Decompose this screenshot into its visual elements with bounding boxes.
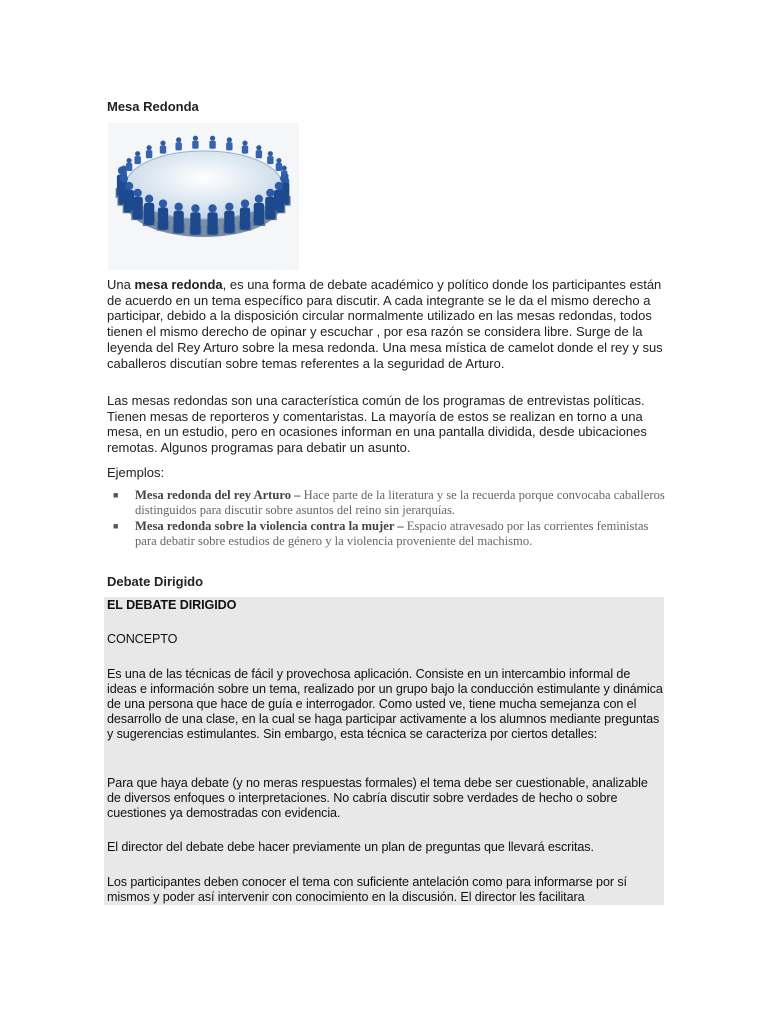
list-item-text (135, 488, 665, 518)
box-paragraph: Los participantes deben conocer el tema con suficiente antelación como para informarse por sí mismos y poder así intervenir con conocimiento en la discusión. El director les facilitara (107, 875, 627, 904)
definition-intro: Una (107, 277, 135, 292)
section-heading-mesa-redonda: Mesa Redonda (107, 99, 199, 114)
person-figure (276, 158, 282, 171)
person-figure (209, 136, 215, 149)
person-figure (256, 145, 262, 158)
examples-label: Ejemplos: (107, 465, 165, 480)
person-figure (146, 145, 152, 158)
list-item-body: Hace parte de la literatura y se la recuerda porque convocaba caballeros distinguidos para discutir sobre asuntos del reino sin jerarquías. (135, 488, 665, 517)
mesa-redonda-paragraph: Las mesas redondas son una característica común de los programas de entrevistas políticas. Tienen mesas de reporteros y comentaristas. La mayoría de estos se realizan en torno a una mesa, en un estudio, pero en ocasiones informan en una pantalla dividida, desde ubicaciones remotas. Algunos programas para debatir un asunto. (107, 393, 647, 456)
round-table-image (108, 123, 299, 270)
box-paragraph: Para que haya debate (y no meras respuestas formales) el tema debe ser cuestionable, analizable de diversos enfoques o interpretaciones. No cabría discutir sobre verdades de hecho o sobre cuestiones ya demostradas con evidencia. (107, 776, 648, 820)
square-bullet-icon: ■ (113, 521, 119, 531)
box-paragraph: Es una de las técnicas de fácil y provechosa aplicación. Consiste en un intercambio informal de ideas e información sobre un tema, realizado por un grupo bajo la conducción estimulante y dinámica de una persona que hace de guía e interrogador. Como usted ve, tiene mucha semejanza con el desarrollo de una clase, en la cual se haga participar activamente a los alumnos mediante preguntas y sugerencias estimulantes. Sin embargo, esta técnica se caracteriza por ciertos detalles: (107, 667, 663, 741)
definition-body: , es una forma de debate académico y político donde los participantes están de acuerdo en un tema específico para discutir. A cada integrante se le da el mismo derecho a participar, debido a la disposición circular normalmente utilizado en las mesas redondas, todos tienen el mismo derecho de opinar y escuchar , por esa razón se considera libre. Surge de la leyenda del Rey Arturo sobre la mesa redonda. Una mesa mística de camelot donde el rey y sus caballeros discutían sobre temas referentes a la seguridad de Arturo. (107, 277, 663, 371)
person-figure (226, 137, 232, 150)
list-item-title: Mesa redonda sobre la violencia contra la mujer – (135, 519, 404, 533)
box-paragraph: El director del debate debe hacer previamente un plan de preguntas que llevará escritas. (107, 840, 594, 854)
mesa-redonda-definition (107, 277, 663, 371)
box-title: EL DEBATE DIRIGIDO (107, 598, 237, 612)
box-concept-label: CONCEPTO (107, 632, 178, 646)
list-item-text (135, 519, 665, 549)
square-bullet-icon: ■ (113, 490, 119, 500)
person-figure (192, 136, 198, 149)
round-table-illustration (108, 123, 299, 270)
definition-term: mesa redonda (134, 277, 223, 292)
person-figure (134, 151, 140, 164)
person-figure (267, 151, 273, 164)
list-item-body: Espacio atravesado por las corrientes feministas para debatir sobre estudios de género y la violencia proveniente del machismo. (135, 519, 649, 548)
person-figure (126, 158, 132, 171)
section-heading-debate-dirigido: Debate Dirigido (107, 574, 204, 589)
person-figure (175, 137, 181, 150)
person-figure (242, 140, 248, 153)
list-item-title: Mesa redonda del rey Arturo – (135, 488, 301, 502)
person-figure (160, 140, 166, 153)
